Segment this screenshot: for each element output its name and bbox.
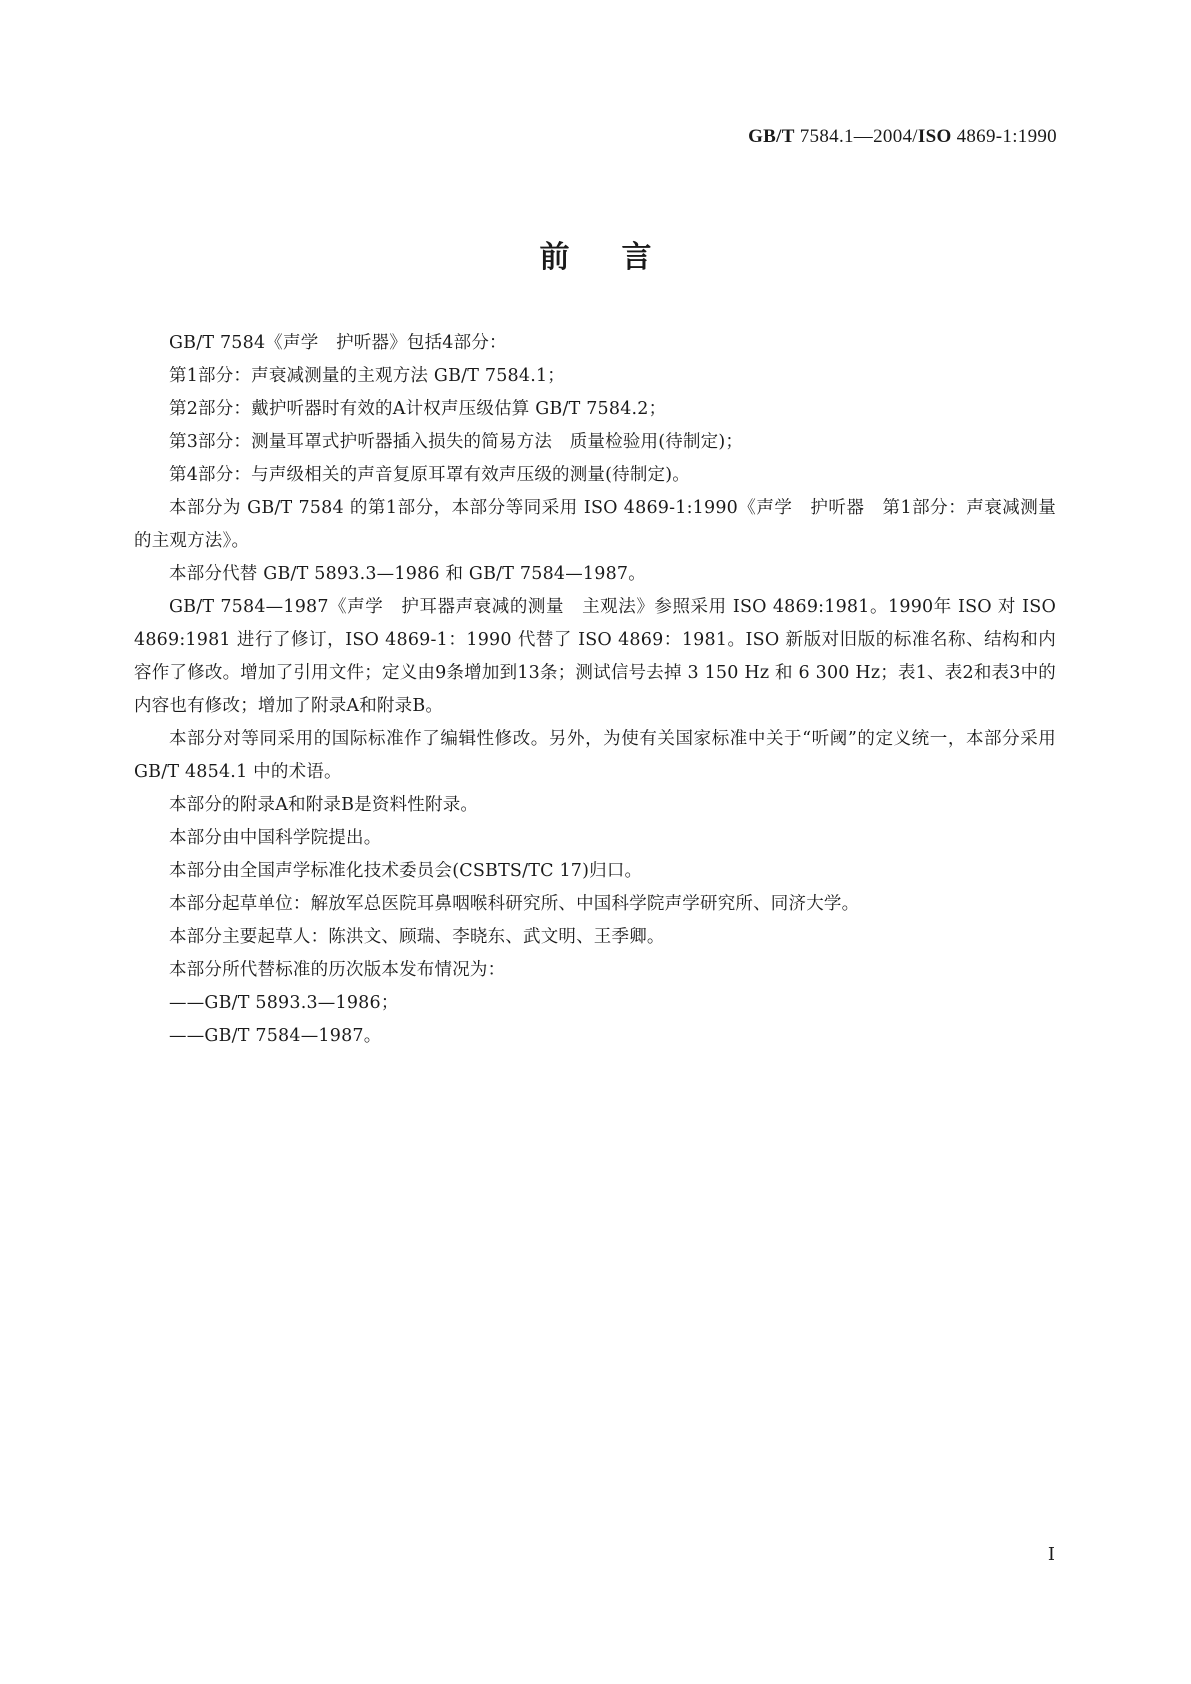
header-std-number: 7584.1—2004/ bbox=[794, 126, 918, 147]
paragraph-editorial-changes: 本部分对等同采用的国际标准作了编辑性修改。另外，为使有关国家标准中关于“听阈”的定义统一，本部分采用 GB/T 4854.1 中的术语。 bbox=[134, 729, 1062, 782]
header-iso-number: 4869-1:1990 bbox=[951, 126, 1057, 147]
page-title: 前言 bbox=[539, 240, 704, 275]
paragraph-annexes: 本部分的附录A和附录B是资料性附录。 bbox=[169, 795, 479, 815]
paragraph-committee: 本部分由全国声学标准化技术委员会(CSBTS/TC 17)归口。 bbox=[169, 861, 643, 881]
header-std-prefix: GB/T bbox=[748, 126, 795, 147]
paragraph-adoption: 本部分为 GB/T 7584 的第1部分，本部分等同采用 ISO 4869-1:1990《声学 护听器 第1部分：声衰减测量的主观方法》。 bbox=[134, 498, 1056, 551]
paragraph-part-3: 第3部分：测量耳罩式护听器插入损失的简易方法 质量检验用(待制定)； bbox=[169, 432, 744, 452]
paragraph-part-4: 第4部分：与声级相关的声音复原耳罩有效声压级的测量(待制定)。 bbox=[169, 465, 690, 485]
standard-header bbox=[748, 126, 1057, 148]
paragraph-part-2: 第2部分：戴护听器时有效的A计权声压级估算 GB/T 7584.2； bbox=[169, 399, 667, 419]
history-item: ——GB/T 7584—1987。 bbox=[169, 1026, 382, 1046]
paragraph-replaces: 本部分代替 GB/T 5893.3—1986 和 GB/T 7584—1987。 bbox=[169, 564, 646, 584]
history-item: ——GB/T 5893.3—1986； bbox=[169, 993, 399, 1013]
paragraph-drafting-units: 本部分起草单位：解放军总医院耳鼻咽喉科研究所、中国科学院声学研究所、同济大学。 bbox=[169, 894, 860, 914]
header-iso-prefix: ISO bbox=[917, 126, 952, 147]
paragraph-part-1: 第1部分：声衰减测量的主观方法 GB/T 7584.1； bbox=[169, 366, 565, 386]
paragraph-proposer: 本部分由中国科学院提出。 bbox=[169, 828, 382, 848]
paragraph-intro: GB/T 7584《声学 护听器》包括4部分： bbox=[169, 333, 507, 353]
paragraph-drafters: 本部分主要起草人：陈洪文、顾瑞、李晓东、武文明、王季卿。 bbox=[169, 927, 665, 947]
paragraph-history-intro: 本部分所代替标准的历次版本发布情况为： bbox=[169, 960, 506, 980]
paragraph-revision-history: GB/T 7584—1987《声学 护耳器声衰减的测量 主观法》参照采用 ISO 4869:1981。1990年 ISO 对 ISO 4869:1981 进行了修订，ISO 4869-1：1990 代替了 ISO 4869：1981。ISO 新版对旧版的标准名称、结构和内容作了修改。增加了引用文件；定义由9条增加到13条；测试信号去掉 3 150 Hz 和 6 300 Hz；表1、表2和表3中的内容也有修改；增加了附录A和附录B。 bbox=[134, 597, 1062, 716]
page-number: I bbox=[1047, 1544, 1055, 1565]
foreword-body bbox=[134, 327, 1062, 1053]
